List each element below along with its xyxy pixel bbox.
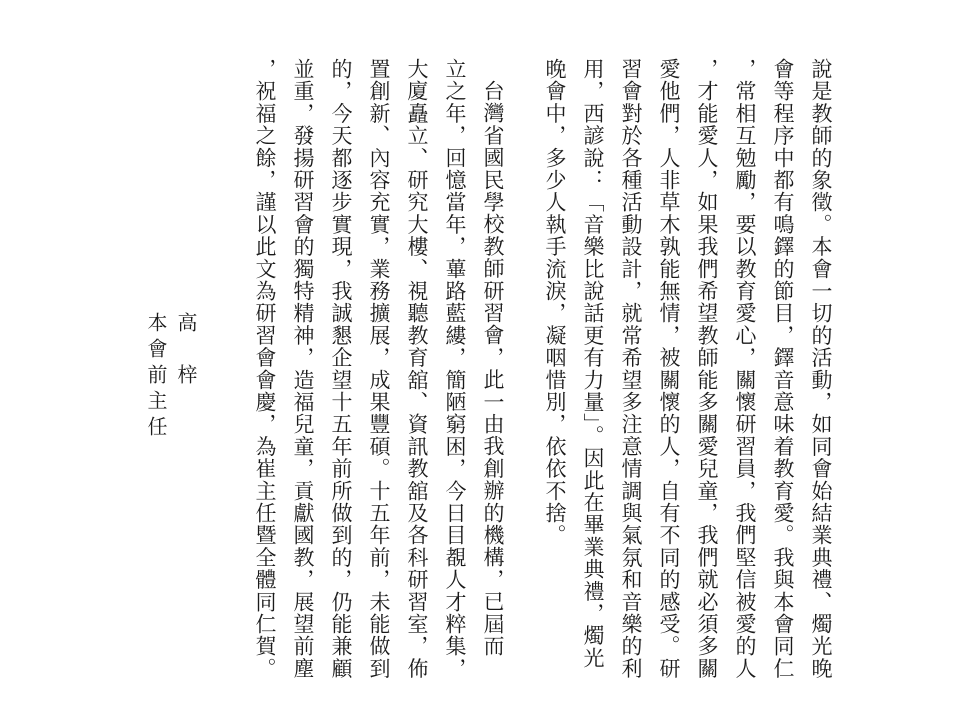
text-column-9: 台灣省國民學校教師研習會，此一由我創辦的機構，已屆而 xyxy=(481,80,505,658)
text-column-6: 習會對於各種活動設計，就常希望多注意情調與氣氛和音樂的利 xyxy=(619,58,643,680)
signature-title: 本會前主任 xyxy=(144,312,168,442)
text-column-12: 置創新、內容充實，業務擴展，成果豐碩。十五年前，未能做到 xyxy=(367,58,391,680)
text-column-2: 會等程序中都有鳴鐸的節目，鐸音意味着教育愛。我與本會同仁 xyxy=(771,58,795,680)
text-column-7: 用，西諺說：「音樂比說話更有力量」。因此在畢業典禮，燭光 xyxy=(581,58,605,670)
text-column-4: ，才能愛人，如果我們希望教師能多關愛兒童，我們就必須多關 xyxy=(695,58,719,680)
text-column-13: 的，今天都逐步實現，我誠懇企望十五年前所做到的，仍能兼顧 xyxy=(329,58,353,680)
text-column-3: ，常相互勉勵，要以教育愛心，關懷研習員，我們堅信被愛的人 xyxy=(733,58,757,680)
text-column-10: 立之年，回憶當年，蓽路藍縷，簡陋窮困，今日目覩人才粹集， xyxy=(443,58,467,680)
text-column-1: 說是教師的象徵。本會一切的活動，如同會始結業典禮、燭光晚 xyxy=(809,58,833,680)
text-column-5: 愛他們，人非草木孰能無情，被關懷的人，自有不同的感受。研 xyxy=(657,58,681,680)
text-column-15: ，祝福之餘，謹以此文為研習會會慶，為崔主任暨全體同仁賀。 xyxy=(253,58,277,680)
text-column-11: 大廈矗立、研究大樓、視聽教育舘、資訊教舘及各科研習室，佈 xyxy=(405,58,429,680)
signature-name: 高 梓 xyxy=(174,312,198,390)
text-column-8: 晚會中，多少人執手流淚，凝咽惜別，依依不捨。 xyxy=(543,58,567,547)
text-column-14: 並重，發揚研習會的獨特精神，造福兒童，貢獻國教，展望前塵 xyxy=(291,58,315,680)
